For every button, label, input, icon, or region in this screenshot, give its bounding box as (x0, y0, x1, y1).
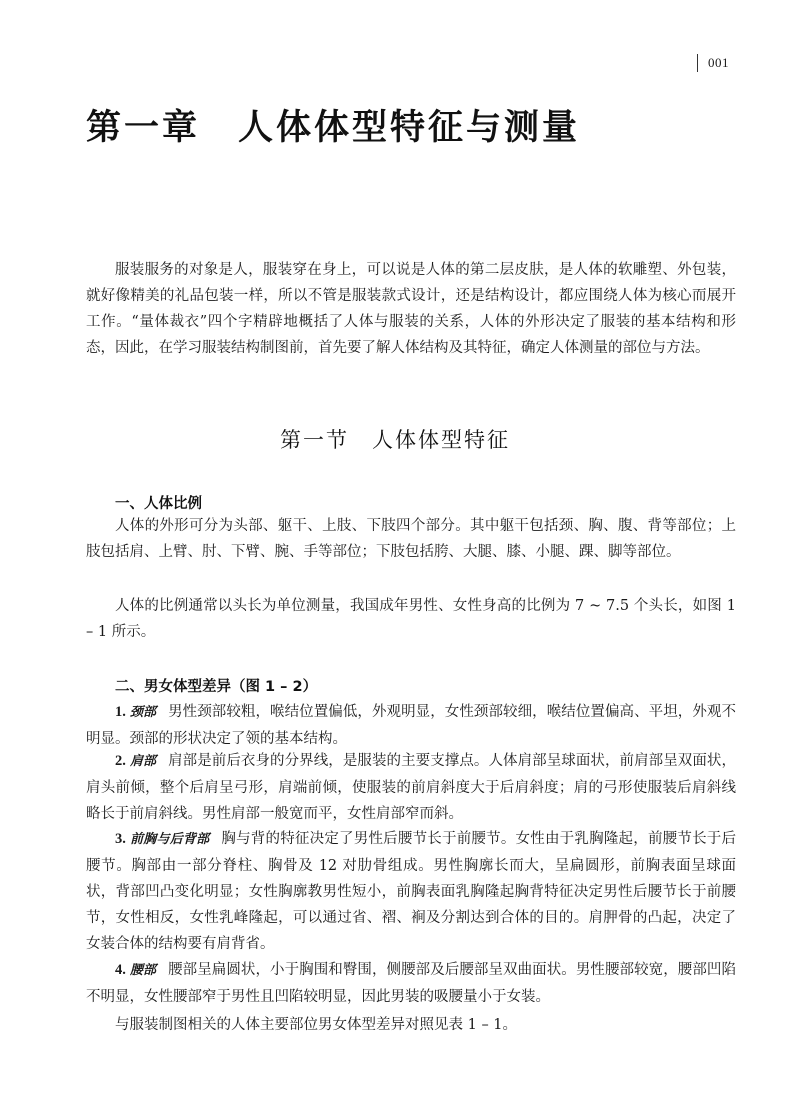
item-keyword: 腰部 (129, 963, 157, 978)
page-number: 001 (708, 55, 729, 70)
item-number: 3. (115, 831, 126, 847)
item-keyword: 肩部 (129, 754, 157, 769)
item-keyword: 前胸与后背部 (129, 832, 210, 847)
paragraph-body-parts: 人体的外形可分为头部、躯干、上肢、下肢四个部分。其中躯干包括颈、胸、腹、背等部位；上肢包括肩、上臂、肘、下臂、腕、手等部位；下肢包括胯、大腿、膝、小腿、踝、脚等部位。 (86, 518, 736, 560)
paragraph-chest-back (86, 826, 736, 957)
header-rule (697, 54, 698, 72)
section-title: 第一节 人体体型特征 (280, 428, 510, 452)
subheading-body-proportion: 一、人体比例 (115, 496, 202, 512)
intro-paragraph: 服装服务的对象是人，服装穿在身上，可以说是人体的第二层皮肤，是人体的软雕塑、外包装，就好像精美的礼品包装一样，所以不管是服装款式设计，还是结构设计，都应围绕人体为核心而展开工作。“量体裁衣”四个字精辟地概括了人体与服装的关系，人体的外形决定了服装的基本结构和形态，因此，在学习服装结构制图前，首先要了解人体结构及其特征，确定人体测量的部位与方法。 (86, 262, 736, 356)
subheading-gender-difference: 二、男女体型差异（图 1 – 2） (115, 679, 318, 695)
item-keyword: 颈部 (129, 705, 157, 720)
item-text: 男性颈部较粗，喉结位置偏低，外观明显，女性颈部较细，喉结位置偏高、平坦，外观不明显。颈部的形状决定了领的基本结构。 (86, 704, 736, 747)
paragraph-neck (86, 699, 736, 752)
item-number: 1. (115, 704, 126, 720)
paragraph-table-reference: 与服装制图相关的人体主要部位男女体型差异对照见表 1 – 1。 (115, 1017, 518, 1033)
item-number: 2. (115, 753, 126, 769)
item-text: 胸与背的特征决定了男性后腰节长于前腰节。女性由于乳胸隆起，前腰节长于后腰节。胸部由一部分脊柱、胸骨及 12 对肋骨组成。男性胸廓长而大，呈扁圆形，前胸表面呈球面状，背部凹凸变化明显；女性胸廓教男性短小，前胸表面乳胸隆起胸背特征决定男性后腰节长于前腰节，女性相反，女性乳峰隆起，可以通过省、褶、裥及分割达到合体的目的。肩胛骨的凸起，决定了女装合体的结构要有肩背省。 (86, 831, 736, 952)
paragraph-head-ratio: 人体的比例通常以头长为单位测量，我国成年男性、女性身高的比例为 7 ~ 7.5 个头长，如图 1 – 1 所示。 (86, 598, 736, 640)
item-number: 4. (115, 962, 126, 978)
page-header (697, 52, 729, 74)
item-text: 肩部是前后衣身的分界线，是服装的主要支撑点。人体肩部呈球面状，前肩部呈双面状，肩头前倾，整个后肩呈弓形，肩端前倾，使服装的前肩斜度大于后肩斜度；肩的弓形使服装后肩斜线略长于前肩斜线。男性肩部一般宽而平，女性肩部窄而斜。 (86, 753, 736, 822)
item-text: 腰部呈扁圆状，小于胸围和臀围，侧腰部及后腰部呈双曲面状。男性腰部较宽，腰部凹陷不明显，女性腰部窄于男性且凹陷较明显，因此男装的吸腰量小于女装。 (86, 962, 736, 1005)
chapter-title: 第一章 人体体型特征与测量 (86, 108, 581, 148)
paragraph-waist (86, 957, 736, 1010)
paragraph-shoulder (86, 748, 736, 827)
